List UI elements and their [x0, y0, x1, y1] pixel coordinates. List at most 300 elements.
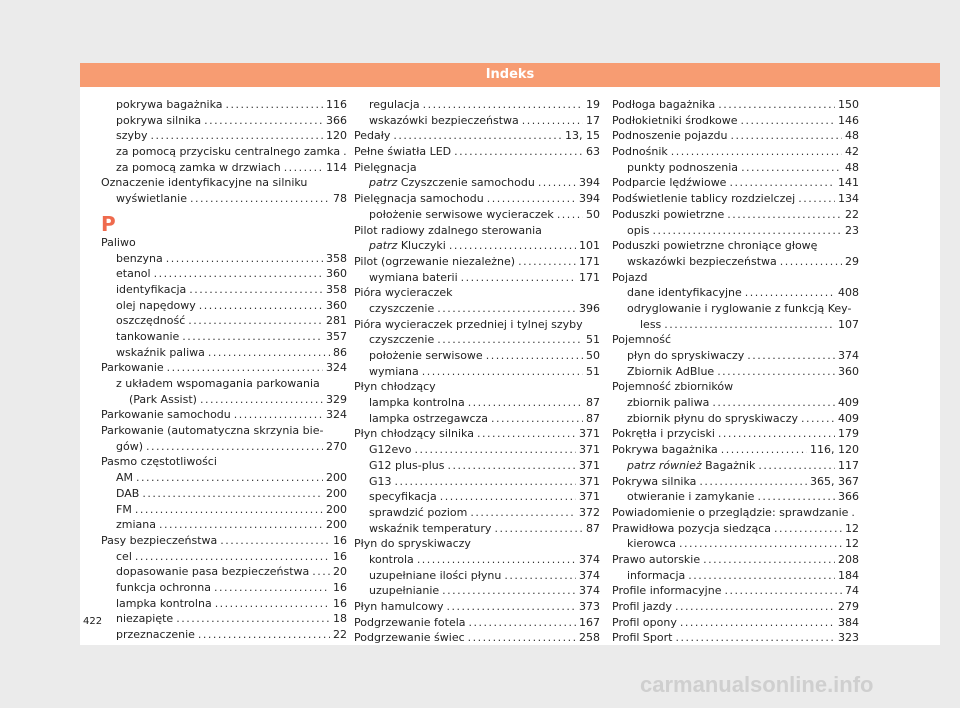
entry-page-ref: 323 — [838, 631, 859, 645]
entry-term: Podgrzewanie fotela — [354, 615, 466, 629]
entry-page-ref: 281 — [326, 314, 347, 328]
entry-term — [627, 458, 755, 474]
index-entry — [354, 505, 600, 521]
index-entry — [612, 536, 859, 552]
entry-term: położenie serwisowe wycieraczek — [369, 207, 554, 221]
index-entry — [101, 313, 347, 329]
entry-term: pokrywa bagażnika — [116, 98, 223, 111]
entry-page-ref: 146 — [838, 113, 859, 127]
entry-term: wskazówki bezpieczeństwa — [369, 113, 519, 127]
entry-see-reference: patrz — [369, 239, 398, 253]
entry-page-ref: 107 — [838, 317, 859, 331]
entry-term: AM — [116, 471, 134, 485]
index-entry — [612, 254, 859, 270]
dot-leader — [199, 298, 323, 314]
dot-leader — [758, 458, 835, 474]
dot-leader — [798, 191, 835, 207]
dot-leader — [679, 536, 842, 552]
entry-page-ref: 324 — [326, 408, 347, 422]
entry-page-ref: 22 — [845, 207, 859, 221]
entry-page-ref: 101 — [579, 239, 600, 253]
entry-term: wskaźnik paliwa — [116, 345, 205, 359]
index-entry — [101, 235, 347, 251]
watermark-text: carmanualsonline.info — [640, 672, 874, 697]
index-entry — [101, 611, 347, 627]
index-entry — [612, 207, 859, 223]
index-entry — [101, 533, 347, 549]
entry-term: Zbiornik AdBlue — [627, 364, 715, 378]
entry-term: kontrola — [369, 552, 414, 566]
entry-term: za pomocą przycisku centralnego zamka — [116, 145, 341, 159]
entry-term: odryglowanie i ryglowanie z funkcją Key- — [627, 301, 852, 315]
index-entry — [612, 238, 859, 254]
dot-leader — [724, 583, 842, 599]
index-entry — [612, 379, 859, 395]
section-letter: P — [101, 211, 116, 236]
entry-term: zbiornik paliwa — [627, 396, 710, 410]
dot-leader — [208, 345, 330, 361]
entry-term: Poduszki powietrzne — [612, 207, 725, 221]
dot-leader — [395, 474, 576, 490]
entry-term: Pojazd — [612, 270, 648, 284]
index-entry — [101, 345, 347, 361]
dot-leader — [188, 313, 323, 329]
entry-page-ref: 20 — [333, 565, 347, 579]
entry-page-ref: 270 — [326, 439, 347, 453]
entry-page-ref: 409 — [838, 411, 859, 425]
dot-leader — [518, 254, 576, 270]
entry-page-ref: 258 — [579, 631, 600, 645]
entry-term: Pojemność — [612, 333, 671, 347]
index-entry — [612, 489, 859, 505]
index-entry — [101, 407, 347, 423]
index-entry — [354, 160, 600, 176]
entry-page-ref: 374 — [579, 584, 600, 598]
entry-term: otwieranie i zamykanie — [627, 490, 755, 504]
dot-leader — [664, 317, 835, 333]
entry-page-ref: 365, 367 — [810, 474, 859, 488]
index-entry — [101, 251, 347, 267]
entry-page-ref: 408 — [838, 286, 859, 300]
entry-term: Poduszki powietrzne chroniące głowę — [612, 239, 818, 253]
index-entry — [101, 580, 347, 596]
index-entry — [354, 615, 600, 631]
entry-term: Pielęgnacja samochodu — [354, 192, 484, 206]
entry-term: benzyna — [116, 251, 163, 265]
index-entry — [612, 521, 859, 537]
dot-leader — [442, 583, 576, 599]
entry-term: funkcja ochronna — [116, 580, 211, 594]
entry-page-ref: 357 — [326, 329, 347, 343]
dot-leader — [136, 470, 323, 486]
dot-leader — [176, 611, 330, 627]
entry-term: przeznaczenie — [116, 628, 195, 641]
index-entry — [354, 426, 600, 442]
dot-leader — [675, 599, 835, 615]
index-entry — [612, 160, 859, 176]
entry-page-ref: 184 — [838, 568, 859, 582]
entry-term: Paliwo — [101, 235, 136, 249]
entry-term: Pielęgnacja — [354, 160, 417, 174]
entry-term: oszczędność — [116, 314, 186, 328]
index-entry — [354, 223, 600, 239]
index-entry — [101, 376, 347, 392]
entry-page-ref: 366 — [326, 113, 347, 127]
entry-page-ref: 171 — [579, 270, 600, 284]
entry-term: dopasowanie pasa bezpieczeństwa — [116, 565, 310, 579]
dot-leader — [801, 411, 835, 427]
index-entry — [101, 360, 347, 376]
dot-leader — [159, 517, 323, 533]
dot-leader — [671, 144, 842, 160]
index-entry — [612, 583, 859, 599]
entry-term: Płyn chłodzący — [354, 380, 436, 394]
index-entry — [354, 395, 600, 411]
entry-page-ref: 371 — [579, 458, 600, 472]
index-entry — [354, 489, 600, 505]
index-entry — [354, 458, 600, 474]
index-entry — [612, 411, 859, 427]
dot-leader — [393, 128, 562, 144]
index-entry — [612, 144, 859, 160]
entry-page-ref: 394 — [579, 192, 600, 206]
entry-term: Pedały — [354, 129, 391, 143]
entry-page-ref: 17 — [586, 113, 600, 127]
dot-leader — [729, 175, 835, 191]
dot-leader — [486, 348, 583, 364]
entry-page-ref: 51 — [586, 364, 600, 378]
dot-leader — [703, 552, 835, 568]
entry-page-ref: 324 — [326, 361, 347, 375]
entry-term: Podświetlenie tablicy rozdzielczej — [612, 192, 796, 206]
dot-leader — [477, 426, 576, 442]
entry-term: FM — [116, 502, 132, 516]
entry-page-ref: 48 — [845, 160, 859, 174]
entry-term: gów) — [116, 439, 144, 453]
entry-page-ref: 200 — [326, 518, 347, 532]
entry-page-ref: 141 — [838, 176, 859, 190]
dot-leader — [226, 97, 323, 113]
index-entry — [101, 454, 347, 470]
index-entry — [612, 552, 859, 568]
entry-page-ref: 329 — [326, 392, 347, 406]
entry-page-ref: 116, 120 — [810, 443, 859, 457]
dot-leader — [214, 580, 330, 596]
entry-page-ref: 16 — [333, 580, 347, 594]
entry-term: uzupełnianie — [369, 584, 440, 598]
entry-term: Podnoszenie pojazdu — [612, 129, 728, 143]
index-entry — [354, 364, 600, 380]
index-entry — [612, 175, 859, 191]
index-entry — [101, 486, 347, 502]
index-entry — [354, 442, 600, 458]
entry-page-ref: 117 — [838, 458, 859, 472]
index-entry — [101, 502, 347, 518]
entry-term: wskazówki bezpieczeństwa — [627, 254, 777, 268]
index-entry — [354, 411, 600, 427]
index-entry — [612, 97, 859, 113]
entry-page-ref: 63 — [586, 145, 600, 159]
entry-term: Pokrywa bagażnika — [612, 443, 718, 457]
index-entry — [354, 207, 600, 223]
index-entry — [101, 329, 347, 345]
index-entry — [612, 348, 859, 364]
index-entry — [612, 505, 859, 521]
index-entry — [101, 439, 347, 455]
entry-term: Pilot (ogrzewanie niezależne) — [354, 254, 516, 268]
entry-page-ref: 360 — [326, 267, 347, 281]
dot-leader — [470, 505, 576, 521]
index-entry — [612, 568, 859, 584]
entry-page-ref: 396 — [579, 301, 600, 315]
entry-page-ref: 373 — [579, 600, 600, 613]
dot-leader — [312, 564, 330, 580]
entry-term: lampka kontrolna — [369, 396, 465, 410]
entry-term: olej napędowy — [116, 298, 196, 312]
dot-leader — [440, 489, 576, 505]
index-column-3 — [612, 97, 859, 646]
index-entry — [354, 128, 600, 144]
dot-leader — [154, 266, 323, 282]
entry-page-ref: 116 — [326, 98, 347, 111]
index-entry — [354, 144, 600, 160]
entry-page-ref: 16 — [333, 533, 347, 547]
entry-term: wskaźnik temperatury — [369, 521, 492, 535]
dot-leader — [740, 113, 835, 129]
index-entry — [354, 474, 600, 490]
entry-term: cel — [116, 549, 132, 563]
dot-leader — [717, 364, 835, 380]
dot-leader — [757, 489, 835, 505]
entry-page-ref: 16 — [333, 596, 347, 610]
dot-leader — [468, 395, 583, 411]
index-entry — [101, 517, 347, 533]
entry-term: Podgrzewanie świec — [354, 631, 465, 645]
index-column-2 — [354, 97, 600, 646]
dot-leader — [747, 348, 835, 364]
index-entry — [354, 348, 600, 364]
dot-leader — [712, 395, 835, 411]
index-entry — [612, 426, 859, 442]
entry-page-ref: 374 — [579, 552, 600, 566]
entry-term: Oznaczenie identyfikacyjne na silniku — [101, 176, 308, 190]
entry-page-ref: 18 — [333, 612, 347, 626]
index-entry — [101, 627, 347, 643]
entry-term: Pilot radiowy zdalnego sterowania — [354, 223, 542, 237]
entry-term: Parkowanie (automatyczna skrzynia bie- — [101, 424, 324, 438]
index-entry — [354, 332, 600, 348]
entry-term: Pojemność zbiorników — [612, 380, 734, 394]
entry-page-ref: 86 — [333, 345, 347, 359]
page-number: 422 — [83, 616, 103, 627]
dot-leader — [215, 596, 330, 612]
entry-see-reference: patrz — [369, 176, 398, 190]
entry-term: Pasy bezpieczeństwa — [101, 533, 218, 547]
entry-page-ref: 374 — [579, 568, 600, 582]
dot-leader — [491, 411, 583, 427]
dot-leader — [166, 251, 323, 267]
dot-leader — [142, 486, 323, 502]
index-entry — [101, 596, 347, 612]
entry-page-ref: 19 — [586, 98, 600, 111]
entry-term: szyby — [116, 129, 148, 143]
entry-page-ref: 51 — [586, 333, 600, 347]
entry-term: z układem wspomagania parkowania — [116, 377, 320, 390]
index-entry — [354, 97, 600, 113]
dot-leader — [538, 175, 576, 191]
index-entry — [101, 128, 347, 144]
entry-page-ref: 22 — [333, 628, 347, 641]
index-entry — [101, 144, 347, 160]
index-entry — [354, 379, 600, 395]
index-entry — [101, 175, 347, 191]
entry-term: G12 plus-plus — [369, 458, 445, 472]
entry-page-ref: 374 — [838, 349, 859, 362]
entry-term: dane identyfikacyjne — [627, 286, 742, 300]
index-entry — [101, 97, 347, 113]
entry-term: sprawdzić poziom — [369, 505, 468, 519]
dot-leader — [135, 502, 323, 518]
index-entry — [101, 423, 347, 439]
entry-term: G13 — [369, 474, 392, 488]
entry-page-ref: 358 — [326, 251, 347, 265]
dot-leader — [343, 144, 347, 160]
entry-page-ref: 200 — [326, 502, 347, 516]
entry-term: Podnośnik — [612, 145, 668, 159]
entry-page-ref: 74 — [845, 584, 859, 598]
dot-leader — [437, 332, 583, 348]
entry-term-text: Bagażnik — [701, 458, 756, 472]
entry-page-ref: 358 — [326, 282, 347, 296]
dot-leader — [198, 627, 330, 643]
dot-leader — [469, 615, 576, 631]
entry-term: Podparcie lędźwiowe — [612, 176, 727, 190]
entry-term: Płyn hamulcowy — [354, 600, 444, 613]
entry-term: etanol — [116, 267, 151, 281]
entry-term: identyfikacja — [116, 282, 187, 296]
dot-leader — [437, 301, 576, 317]
index-entry — [612, 317, 859, 333]
entry-term: Prawidłowa pozycja siedząca — [612, 521, 772, 535]
index-entry — [354, 521, 600, 537]
dot-leader — [190, 191, 330, 207]
entry-term: Pokrywa silnika — [612, 474, 697, 488]
entry-term: Profil opony — [612, 615, 677, 629]
dot-leader — [680, 615, 835, 631]
dot-leader — [699, 474, 807, 490]
dot-leader — [200, 392, 323, 408]
index-entry — [354, 301, 600, 317]
dot-leader — [745, 285, 835, 301]
entry-term-text: Czyszczenie samochodu — [397, 176, 535, 190]
entry-term: Parkowanie — [101, 361, 164, 375]
entry-term: pokrywa silnika — [116, 113, 202, 127]
entry-page-ref: 29 — [845, 254, 859, 268]
index-entry — [612, 442, 859, 458]
dot-leader — [494, 521, 583, 537]
entry-page-ref: 134 — [838, 192, 859, 206]
page-title: Indeks — [80, 63, 940, 87]
entry-term: Płyn chłodzący silnika — [354, 427, 474, 441]
entry-term: G12evo — [369, 443, 412, 457]
entry-page-ref: 371 — [579, 443, 600, 457]
entry-term: lampka kontrolna — [116, 596, 212, 610]
dot-leader — [675, 630, 835, 646]
dot-leader — [504, 568, 576, 584]
entry-page-ref: 23 — [845, 223, 859, 237]
entry-term: lampka ostrzegawcza — [369, 411, 489, 425]
entry-term-text: Kluczyki — [397, 239, 446, 253]
index-entry — [612, 270, 859, 286]
entry-page-ref: 87 — [586, 396, 600, 410]
index-entry — [354, 254, 600, 270]
index-entry — [612, 128, 859, 144]
entry-term: zbiornik płynu do spryskiwaczy — [627, 411, 799, 425]
index-entry — [354, 191, 600, 207]
index-entry — [101, 266, 347, 282]
entry-page-ref: 171 — [579, 254, 600, 268]
entry-page-ref: 409 — [838, 396, 859, 410]
index-entry — [612, 474, 859, 490]
dot-leader — [423, 97, 583, 113]
entry-term: uzupełniane ilości płynu — [369, 568, 502, 582]
index-entry — [101, 191, 347, 207]
entry-term: Pióra wycieraczek — [354, 286, 453, 300]
entry-page-ref: 87 — [586, 411, 600, 425]
entry-term: Podłoga bagażnika — [612, 98, 716, 111]
entry-term: (Park Assist) — [129, 392, 197, 406]
entry-page-ref: 114 — [326, 160, 347, 174]
entry-term: Prawo autorskie — [612, 552, 701, 566]
entry-term: Powiadomienie o przeglądzie: sprawdzanie — [612, 505, 849, 519]
entry-page-ref: 12 — [845, 537, 859, 551]
entry-term: Pełne światła LED — [354, 145, 452, 159]
entry-term: położenie serwisowe — [369, 349, 483, 362]
entry-term: Pasmo częstotliwości — [101, 455, 217, 469]
entry-term: Płyn do spryskiwaczy — [354, 537, 471, 551]
dot-leader — [780, 254, 842, 270]
entry-term: less — [640, 317, 662, 331]
entry-term — [369, 238, 446, 254]
dot-leader — [151, 128, 323, 144]
index-entry — [612, 615, 859, 631]
index-entry — [354, 568, 600, 584]
dot-leader — [454, 144, 583, 160]
entry-term: czyszczenie — [369, 301, 435, 315]
entry-page-ref: 371 — [579, 427, 600, 441]
index-entry — [101, 549, 347, 565]
entry-page-ref: 78 — [333, 192, 347, 206]
entry-page-ref: 120 — [326, 129, 347, 143]
dot-leader — [468, 630, 576, 646]
entry-see-reference: patrz również — [627, 458, 702, 472]
dot-leader — [189, 282, 323, 298]
index-entry — [101, 113, 347, 129]
dot-leader — [167, 360, 323, 376]
entry-page-ref: 12 — [845, 521, 859, 535]
entry-term: wymiana baterii — [369, 270, 458, 284]
dot-leader — [557, 207, 583, 223]
entry-term: punkty podnoszenia — [627, 160, 739, 174]
dot-leader — [730, 128, 842, 144]
index-entry — [354, 113, 600, 129]
dot-leader — [718, 97, 835, 113]
index-entry — [354, 630, 600, 646]
entry-page-ref: 384 — [838, 615, 859, 629]
entry-page-ref: 394 — [579, 176, 600, 190]
entry-page-ref: 13, 15 — [565, 129, 600, 143]
dot-leader — [688, 568, 835, 584]
